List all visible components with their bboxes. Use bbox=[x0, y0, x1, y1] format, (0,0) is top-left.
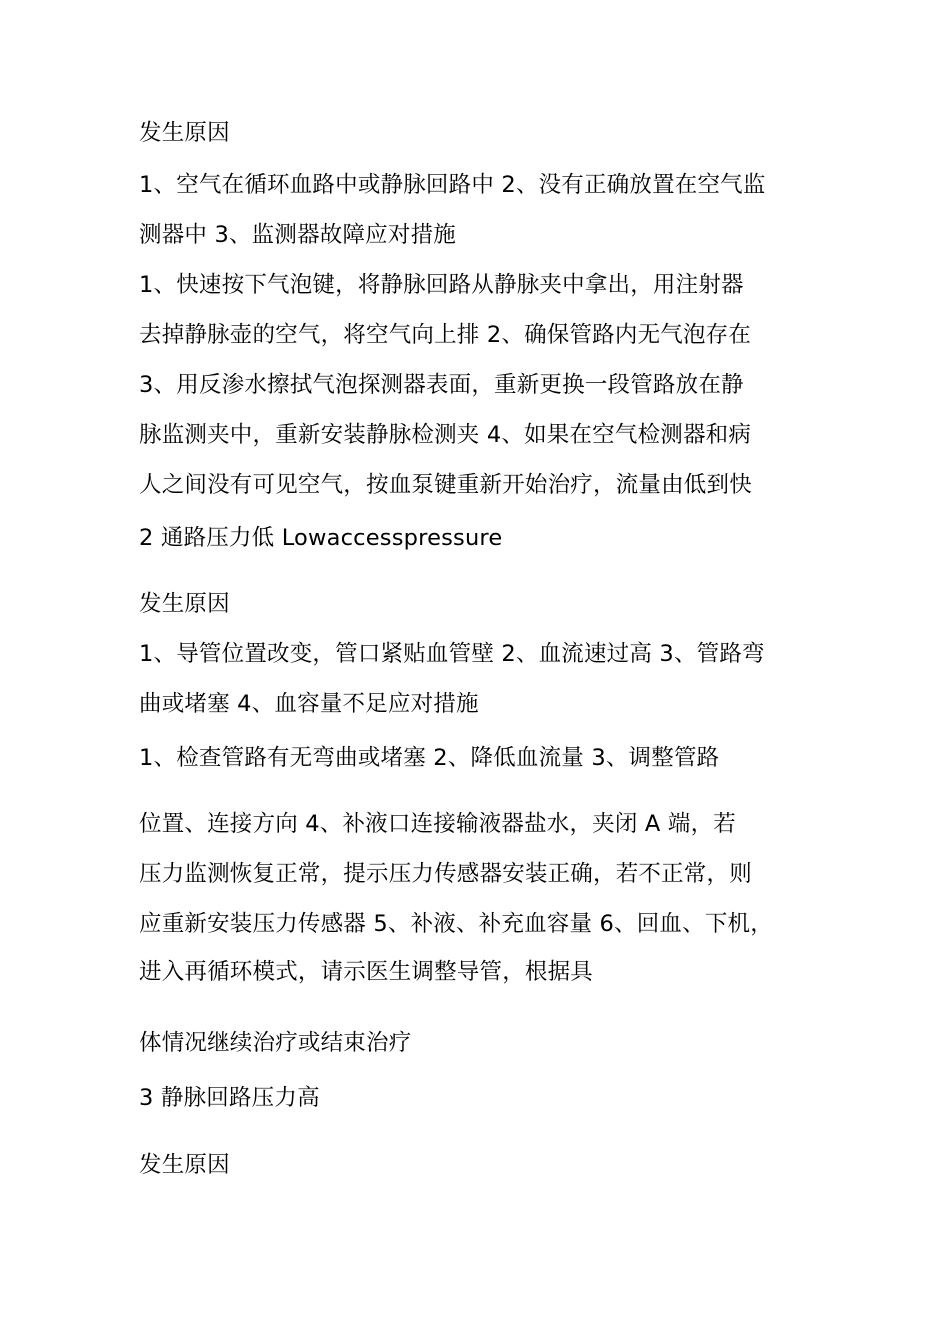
heading-cause-3: 发生原因 bbox=[139, 1152, 230, 1178]
paragraph-line: 曲或堵塞 4、血容量不足应对措施 bbox=[139, 691, 479, 717]
paragraph-line: 1、快速按下气泡键，将静脉回路从静脉夹中拿出，用注射器 bbox=[139, 272, 744, 298]
paragraph-line: 脉监测夹中，重新安装静脉检测夹 4、如果在空气检测器和病 bbox=[139, 422, 752, 448]
section-heading-low-access-pressure: 2 通路压力低 Lowaccesspressure bbox=[139, 525, 503, 551]
paragraph-line: 测器中 3、监测器故障应对措施 bbox=[139, 222, 456, 248]
paragraph-line: 去掉静脉壶的空气，将空气向上排 2、确保管路内无气泡存在 bbox=[139, 322, 752, 348]
heading-cause-1: 发生原因 bbox=[139, 120, 230, 146]
paragraph-line: 3、用反渗水擦拭气泡探测器表面，重新更换一段管路放在静 bbox=[139, 372, 744, 398]
paragraph-line: 体情况继续治疗或结束治疗 bbox=[139, 1030, 412, 1056]
paragraph-line: 人之间没有可见空气，按血泵键重新开始治疗，流量由低到快 bbox=[139, 472, 752, 498]
section-heading-venous-pressure-high: 3 静脉回路压力高 bbox=[139, 1085, 320, 1111]
paragraph-line: 位置、连接方向 4、补液口连接输液器盐水，夹闭 A 端，若 bbox=[139, 811, 736, 837]
heading-cause-2: 发生原因 bbox=[139, 591, 230, 617]
paragraph-line: 1、检查管路有无弯曲或堵塞 2、降低血流量 3、调整管路 bbox=[139, 745, 720, 771]
paragraph-line: 压力监测恢复正常，提示压力传感器安装正确，若不正常，则 bbox=[139, 861, 752, 887]
paragraph-line: 进入再循环模式，请示医生调整导管，根据具 bbox=[139, 959, 594, 985]
paragraph-line: 1、空气在循环血路中或静脉回路中 2、没有正确放置在空气监 bbox=[139, 172, 766, 198]
paragraph-line: 1、导管位置改变，管口紧贴血管壁 2、血流速过高 3、管路弯 bbox=[139, 641, 765, 667]
paragraph-line: 应重新安装压力传感器 5、补液、补充血容量 6、回血、下机， bbox=[139, 911, 773, 937]
